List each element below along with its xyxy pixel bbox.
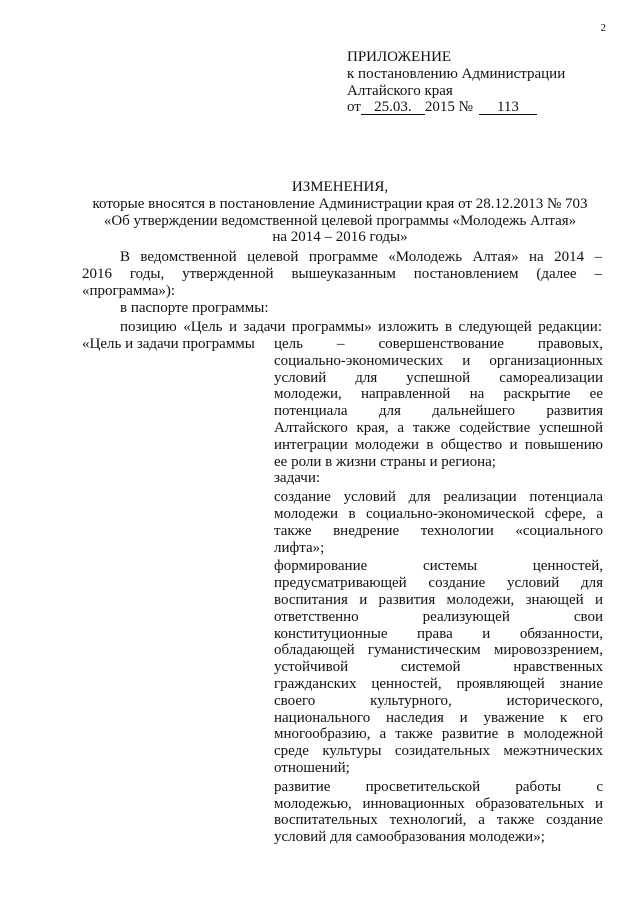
document-number: 113: [479, 100, 537, 115]
passport-line: в паспорте программы:: [120, 300, 269, 316]
task-line: молодежью, инновационных образовательных и: [274, 795, 603, 812]
task-line: устойчивой системой нравственных: [274, 659, 603, 676]
task-2-paragraph: [274, 558, 603, 776]
task-line: предусматривающей создание условий для: [274, 575, 603, 592]
task-1-paragraph: [274, 489, 603, 556]
task-line: отношений;: [274, 759, 350, 776]
goal-line: интеграции молодежи в общество и повышению: [274, 436, 603, 453]
task-line: также внедрение технологии «социального: [274, 522, 603, 539]
goals-tasks-cell: [274, 336, 603, 846]
goal-paragraph: [274, 336, 603, 470]
task-line: гражданских ценностей, проявляющей знание: [274, 675, 603, 692]
task-line: лифта»;: [274, 539, 325, 556]
task-line: воспитания и развития молодежи, знающей и: [274, 591, 603, 608]
goal-line: молодежи, направленной на раскрытие ее: [274, 386, 603, 403]
intro-line: «программа»):: [82, 282, 176, 299]
task-line: национального наследия и уважение к его: [274, 709, 603, 726]
appendix-title: ПРИЛОЖЕНИЕ: [347, 49, 452, 65]
task-line: формирование системы ценностей,: [274, 558, 603, 575]
changes-heading: [60, 179, 620, 246]
goal-line: социально-экономических и организационных: [274, 352, 603, 369]
task-line: молодежи в социально-экономической сфере, а: [274, 505, 603, 522]
heading-line-1: которые вносятся в постановление Администрации края от 28.12.2013 № 703: [92, 195, 588, 212]
goal-line: Алтайского края, а также содействие успешной: [274, 419, 603, 436]
task-3-paragraph: [274, 779, 603, 846]
task-line: ответственно реализующей свои: [274, 608, 603, 625]
heading-line-2: «Об утверждении ведомственной целевой программы «Молодежь Алтая»: [103, 212, 577, 229]
task-line: конституционные права и обязанности,: [274, 625, 603, 642]
date-prefix: от: [347, 99, 361, 116]
appendix-header: [347, 49, 607, 116]
appendix-line-1: к постановлению Администрации: [347, 65, 566, 82]
task-line: развитие просветительской работы с: [274, 778, 603, 795]
intro-line: В ведомственной целевой программе «Молодежь Алтая» на 2014 –: [120, 249, 602, 265]
task-line: многообразию, а также развитие в молодежной: [274, 726, 603, 743]
goal-line: ее роли в жизни страны и региона;: [274, 453, 496, 470]
task-line: своего культурного, исторического,: [274, 692, 603, 709]
page-number: 2: [600, 22, 606, 34]
tasks-label: задачи:: [274, 470, 321, 487]
task-line: условий для самообразования молодежи»;: [274, 829, 545, 846]
heading-title: ИЗМЕНЕНИЯ,: [291, 179, 389, 195]
date-day-month: 25.03.: [361, 100, 425, 115]
appendix-line-2: Алтайского края: [347, 82, 453, 99]
position-line: позицию «Цель и задачи программы» изложить в следующей редакции:: [120, 319, 602, 335]
left-cell-heading: «Цель и задачи программы: [82, 336, 255, 352]
task-line: среде культуры созидательных межэтнических: [274, 743, 603, 760]
task-line: воспитательных технологий, а также создание: [274, 812, 603, 829]
heading-line-3: на 2014 – 2016 годы»: [272, 229, 408, 246]
goal-line: цель – совершенствование правовых,: [274, 336, 603, 352]
goal-line: условий для успешной самореализации: [274, 369, 603, 386]
intro-line: 2016 годы, утвержденной вышеуказанным постановлением (далее –: [82, 265, 602, 282]
task-line: создание условий для реализации потенциала: [274, 489, 603, 506]
goal-line: потенциала для дальнейшего развития: [274, 403, 603, 420]
intro-paragraph: [82, 249, 602, 299]
task-line: обладающей гуманистическим мировоззрением,: [274, 642, 603, 659]
date-year-no: 2015 №: [424, 99, 473, 116]
appendix-date-line: [347, 99, 607, 116]
